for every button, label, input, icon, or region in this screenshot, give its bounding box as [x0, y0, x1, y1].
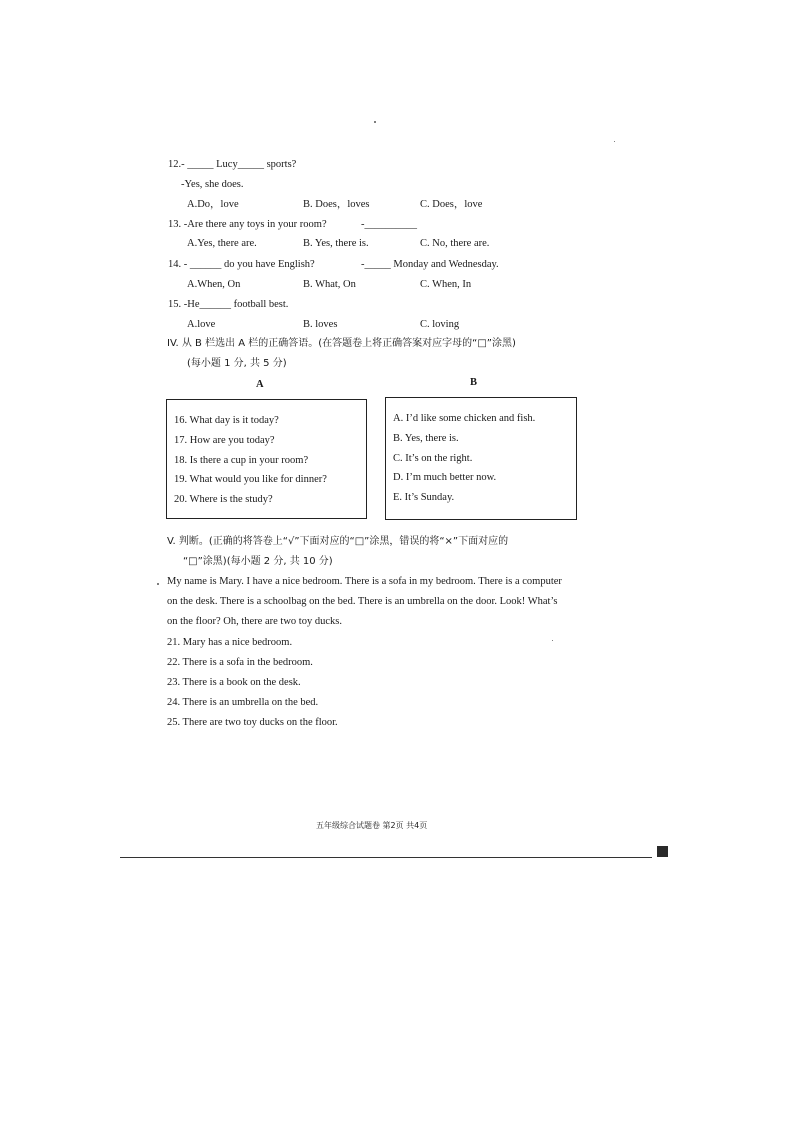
question-13: 13. -Are there any toys in your room? — [168, 219, 327, 230]
option-c: C. When, In — [420, 279, 472, 290]
question-13-blank: -__________ — [361, 219, 417, 230]
column-a-box — [166, 399, 367, 519]
option-b: B. loves — [303, 319, 338, 330]
match-answer: D. I’m much better now. — [393, 472, 497, 483]
judgement-item: 23. There is a book on the desk. — [167, 677, 301, 688]
column-b-heading: B — [470, 377, 478, 388]
question-12: 12.- _____ Lucy_____ sports? — [168, 159, 297, 170]
column-a-heading: A — [256, 379, 264, 390]
match-answer: E. It’s Sunday. — [393, 492, 455, 503]
question-12-answer: -Yes, she does. — [181, 179, 244, 190]
option-b: B. Yes, there is. — [303, 238, 369, 249]
question-14-answer: -_____ Monday and Wednesday. — [361, 259, 499, 270]
scan-speck — [552, 640, 553, 641]
option-c: C. No, there are. — [420, 238, 490, 249]
option-b: B. What, On — [303, 279, 356, 290]
scan-speck — [157, 583, 159, 585]
match-question: 16. What day is it today? — [174, 415, 279, 426]
match-answer: C. It’s on the right. — [393, 453, 473, 464]
match-answer: A. I’d like some chicken and fish. — [393, 413, 536, 424]
option-a: A.Yes, there are. — [187, 238, 257, 249]
section-5-title-cont: “□”涂黑)(每小题 2 分, 共 10 分) — [183, 556, 333, 567]
section-5-title: V. 判断。(正确的将答卷上“√”下面对应的“□”涂黑，错误的将“×”下面对应的 — [167, 536, 509, 547]
reading-passage-line: on the floor? Oh, there are two toy ducks. — [167, 616, 342, 627]
match-question: 18. Is there a cup in your room? — [174, 455, 309, 466]
question-14: 14. - ______ do you have English? — [168, 259, 315, 270]
judgement-item: 21. Mary has a nice bedroom. — [167, 637, 293, 648]
page-footer: 五年级综合试题卷 第2页 共4页 — [316, 821, 428, 830]
option-c: C. Does，love — [420, 199, 483, 210]
judgement-item: 25. There are two toy ducks on the floor. — [167, 717, 338, 728]
registration-mark — [657, 846, 668, 857]
scan-speck — [614, 141, 615, 142]
reading-passage-line: My name is Mary. I have a nice bedroom. There is a sofa in my bedroom. There is a computer — [167, 576, 562, 587]
reading-passage-line: on the desk. There is a schoolbag on the bed. There is an umbrella on the door. Look! What’s — [167, 596, 558, 607]
judgement-item: 24. There is an umbrella on the bed. — [167, 697, 319, 708]
match-question: 17. How are you today? — [174, 435, 275, 446]
option-c: C. loving — [420, 319, 460, 330]
option-a: A.Do，love — [187, 199, 239, 210]
question-15: 15. -He______ football best. — [168, 299, 289, 310]
option-a: A.When, On — [187, 279, 241, 290]
match-answer: B. Yes, there is. — [393, 433, 459, 444]
section-4-score: (每小题 1 分, 共 5 分) — [187, 358, 287, 369]
option-a: A.love — [187, 319, 216, 330]
judgement-item: 22. There is a sofa in the bedroom. — [167, 657, 313, 668]
scan-speck — [374, 121, 376, 123]
section-4-title: IV. 从 B 栏选出 A 栏的正确答语。(在答题卷上将正确答案对应字母的“□”涂黑) — [167, 338, 516, 349]
footer-rule — [120, 857, 652, 858]
option-b: B. Does，loves — [303, 199, 370, 210]
column-b-box — [385, 397, 577, 520]
match-question: 19. What would you like for dinner? — [174, 474, 327, 485]
match-question: 20. Where is the study? — [174, 494, 273, 505]
